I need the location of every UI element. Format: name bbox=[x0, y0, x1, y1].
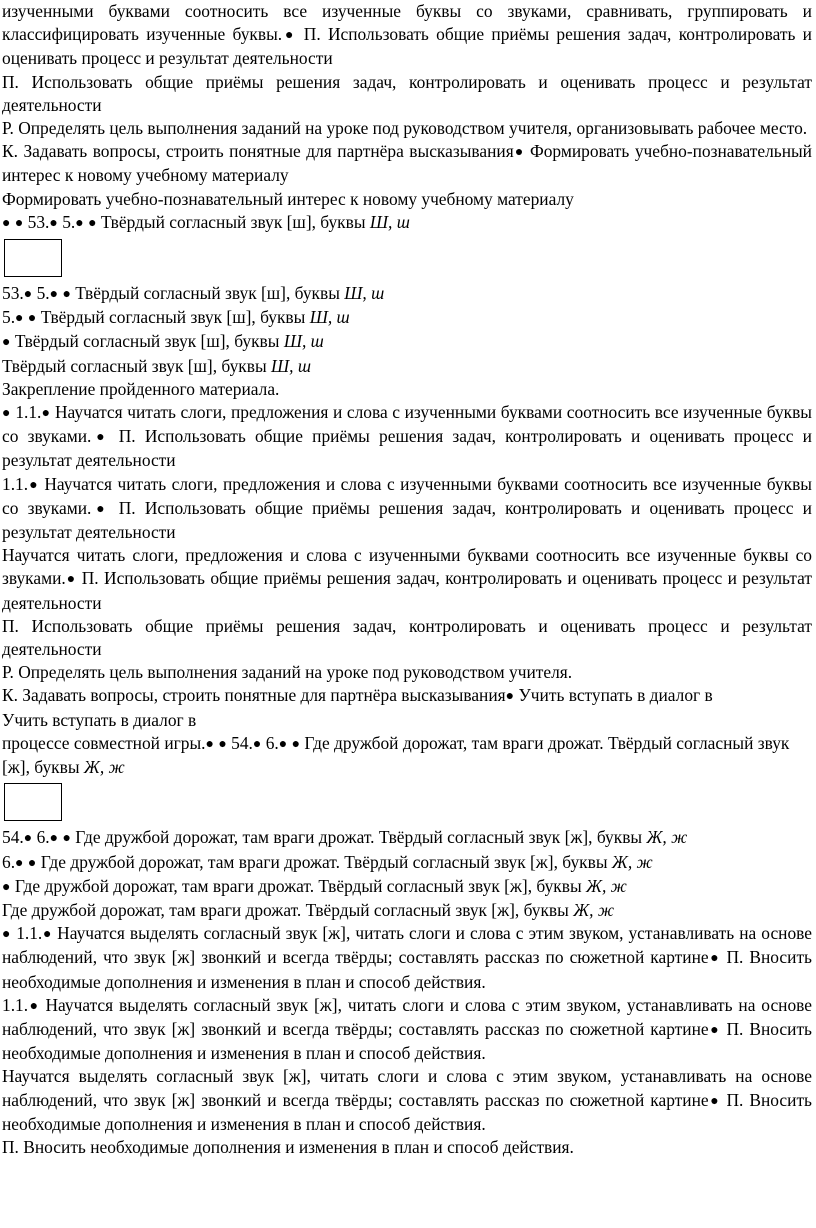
empty-cell-box bbox=[4, 783, 62, 821]
bullet-icon: ● bbox=[14, 215, 24, 231]
bullet-icon: ● bbox=[65, 572, 77, 588]
paragraph: 5.● ● Твёрдый согласный звук [ш], буквы Ш, ш bbox=[2, 307, 350, 328]
paragraph: Закрепление пройденного материала. bbox=[2, 378, 280, 399]
letters-italic: Ш, ш bbox=[344, 283, 385, 304]
letters-italic: Ж, ж bbox=[586, 875, 627, 896]
paragraph: К. Задавать вопросы, строить понятные для партнёра высказывания● Формировать учебно-познавательный интерес к новому учебному материалу bbox=[2, 141, 812, 186]
letters-italic: Ж, ж bbox=[573, 899, 615, 920]
bullet-icon: ● bbox=[49, 287, 59, 303]
bullet-icon: ● bbox=[27, 311, 37, 327]
bullet-icon: ● bbox=[2, 406, 11, 422]
paragraph: ● 1.1.● Научатся выделять согласный звук [ж], читать слоги и слова с этим звуком, устанавливать на основе наблюдений, что звук [ж] звонкий и всегда твёрды; составлять рассказ по сюжетной картине● П. Вносить необходимые дополнения и изменения в план и способ действия. bbox=[2, 923, 812, 992]
bullet-icon: ● bbox=[2, 215, 11, 231]
paragraph: ● Где дружбой дорожат, там враги дрожат. Твёрдый согласный звук [ж], буквы Ж, ж bbox=[2, 875, 627, 896]
paragraph: Р. Определять цель выполнения заданий на уроке под руководством учителя. bbox=[2, 662, 573, 683]
bullet-icon: ● bbox=[513, 145, 525, 161]
letters-italic: Ш, ш bbox=[309, 307, 350, 328]
paragraph: ● 1.1.● Научатся читать слоги, предложения и слова с изученными буквами соотносить все изученные буквы со звуками.● П. Использовать общие приёмы решения задач, контролировать и оценивать процесс и результат деятельности bbox=[2, 402, 812, 471]
letters-italic: Ж, ж bbox=[611, 851, 653, 872]
letters-italic: Ш, ш bbox=[369, 211, 410, 232]
paragraph: П. Вносить необходимые дополнения и изменения в план и способ действия. bbox=[2, 1136, 574, 1157]
paragraph: Учить вступать в диалог в bbox=[2, 709, 197, 730]
bullet-icon: ● bbox=[708, 951, 721, 967]
letters-italic: Ш, ш bbox=[271, 355, 311, 376]
bullet-icon: ● bbox=[88, 215, 97, 231]
paragraph: процессе совместной игры.● ● 54.● 6.● ● Где дружбой дорожат, там враги дрожат. Твёрдый согласный звук [ж], буквы Ж, ж bbox=[2, 732, 790, 778]
bullet-icon: ● bbox=[49, 831, 59, 847]
bullet-icon: ● bbox=[28, 477, 39, 493]
paragraph: Формировать учебно-познавательный интерес к новому учебному материалу bbox=[2, 188, 574, 209]
letters-italic: Ш, ш bbox=[283, 331, 324, 352]
paragraph: Твёрдый согласный звук [ш], буквы Ш, ш bbox=[2, 355, 311, 376]
bullet-icon: ● bbox=[27, 855, 37, 871]
bullet-icon: ● bbox=[23, 831, 33, 847]
bullet-icon: ● bbox=[252, 736, 262, 752]
bullet-icon: ● bbox=[505, 689, 515, 705]
bullet-icon: ● bbox=[75, 215, 84, 231]
paragraph: 1.1.● Научатся выделять согласный звук [ж], читать слоги и слова с этим звуком, устанавливать на основе наблюдений, что звук [ж] звонкий и всегда твёрды; составлять рассказ по сюжетной картине● П. Вносить необходимые дополнения и изменения в план и способ действия. bbox=[2, 994, 812, 1064]
paragraph: 53.● 5.● ● Твёрдый согласный звук [ш], буквы Ш, ш bbox=[2, 283, 385, 304]
bullet-icon: ● bbox=[218, 736, 227, 752]
letters-italic: Ж, ж bbox=[646, 827, 688, 848]
paragraph: изученными буквами соотносить все изученные буквы со звуками, сравнивать, группировать и классифицировать изученные буквы.● П. Использовать общие приёмы решения задач, контролировать и оценивать процесс и результат деятельности bbox=[2, 1, 812, 69]
bullet-icon: ● bbox=[62, 831, 71, 847]
bullet-icon: ● bbox=[2, 927, 12, 943]
bullet-icon: ● bbox=[91, 501, 110, 517]
paragraph: П. Использовать общие приёмы решения задач, контролировать и оценивать процесс и результат деятельности bbox=[2, 71, 812, 115]
bullet-icon: ● bbox=[23, 287, 33, 303]
paragraph: Научатся читать слоги, предложения и слова с изученными буквами соотносить все изученные буквы со звуками.● П. Использовать общие приёмы решения задач, контролировать и оценивать процесс и результат деятельности bbox=[2, 545, 812, 613]
paragraph: Научатся выделять согласный звук [ж], читать слоги и слова с этим звуком, устанавливать на основе наблюдений, что звук [ж] звонкий и всегда твёрды; составлять рассказ по сюжетной картине● П. Вносить необходимые дополнения и изменения в план и способ действия. bbox=[2, 1066, 812, 1134]
paragraph: ● ● 53.● 5.● ● Твёрдый согласный звук [ш], буквы Ш, ш bbox=[2, 211, 410, 232]
bullet-icon: ● bbox=[291, 736, 301, 752]
bullet-icon: ● bbox=[282, 28, 297, 44]
bullet-icon: ● bbox=[2, 879, 11, 895]
bullet-icon: ● bbox=[41, 406, 51, 422]
paragraph: 54.● 6.● ● Где дружбой дорожат, там враги дрожат. Твёрдый согласный звук [ж], буквы Ж, ж bbox=[2, 827, 688, 848]
bullet-icon: ● bbox=[28, 998, 40, 1014]
bullet-icon: ● bbox=[15, 311, 24, 327]
bullet-icon: ● bbox=[2, 335, 11, 351]
letters-italic: Ж, ж bbox=[83, 757, 125, 778]
bullet-icon: ● bbox=[62, 287, 71, 303]
bullet-icon: ● bbox=[91, 430, 110, 446]
paragraph: П. Использовать общие приёмы решения задач, контролировать и оценивать процесс и результат деятельности bbox=[2, 615, 812, 660]
bullet-icon: ● bbox=[708, 1093, 721, 1109]
bullet-icon: ● bbox=[15, 855, 24, 871]
bullet-icon: ● bbox=[278, 736, 288, 752]
paragraph: Р. Определять цель выполнения заданий на уроке под руководством учителя, организовывать рабочее место. bbox=[2, 118, 808, 139]
bullet-icon: ● bbox=[42, 927, 53, 943]
bullet-icon: ● bbox=[205, 736, 214, 752]
paragraph: Где дружбой дорожат, там враги дрожат. Твёрдый согласный звук [ж], буквы Ж, ж bbox=[2, 899, 615, 920]
paragraph: 1.1.● Научатся читать слоги, предложения и слова с изученными буквами соотносить все изученные буквы со звуками.● П. Использовать общие приёмы решения задач, контролировать и оценивать процесс и результат деятельности bbox=[2, 473, 812, 543]
paragraph: К. Задавать вопросы, строить понятные для партнёра высказывания● Учить вступать в диалог в bbox=[2, 685, 713, 706]
empty-cell-box bbox=[4, 239, 62, 277]
paragraph: ● Твёрдый согласный звук [ш], буквы Ш, ш bbox=[2, 331, 324, 352]
bullet-icon: ● bbox=[708, 1022, 721, 1038]
bullet-icon: ● bbox=[49, 215, 58, 231]
paragraph: 6.● ● Где дружбой дорожат, там враги дрожат. Твёрдый согласный звук [ж], буквы Ж, ж bbox=[2, 851, 653, 872]
